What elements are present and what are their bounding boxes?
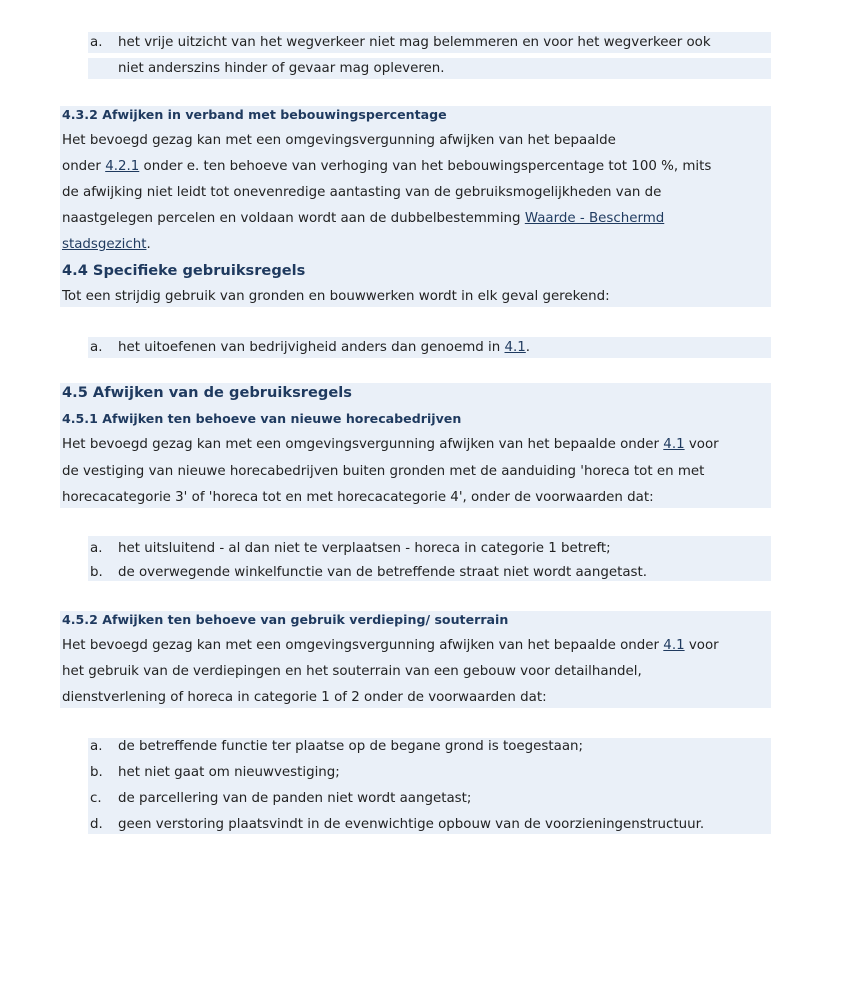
list-marker: d.: [90, 817, 103, 832]
paragraph-line: [62, 432, 719, 458]
list-item-text: de overwegende winkelfunctie van de betreffende straat niet wordt aangetast.: [118, 565, 648, 580]
link-4-2-1[interactable]: 4.2.1: [105, 159, 140, 174]
link-waarde-beschermd-stadsgezicht[interactable]: Waarde - Beschermd: [524, 211, 665, 226]
list-item: [88, 536, 771, 562]
list-item: [88, 337, 771, 358]
list-marker: a.: [90, 739, 103, 754]
paragraph-line: de afwijking niet leidt tot onevenredige aantasting van de gebruiksmogelijkheden van de: [62, 185, 662, 200]
paragraph-line: dienstverlening of horeca in categorie 1 of 2 onder de voorwaarden dat:: [62, 690, 547, 705]
paragraph-line: [62, 232, 151, 258]
section-heading-4-3-2: 4.3.2 Afwijken in verband met bebouwingspercentage: [62, 107, 447, 122]
list-item-text: het uitsluitend - al dan niet te verplaatsen - horeca in categorie 1 betreft;: [118, 541, 611, 556]
list-item-text: de parcellering van de panden niet wordt aangetast;: [118, 791, 472, 806]
text-span: voor: [684, 437, 719, 452]
text-span: naastgelegen percelen en voldaan wordt aan de dubbelbestemming: [62, 211, 525, 226]
list-marker: a.: [90, 35, 103, 50]
link-4-1[interactable]: 4.1: [663, 437, 685, 452]
list-item-text: [118, 337, 530, 358]
paragraph-line: horecacategorie 3' of 'horeca tot en met horecacategorie 4', onder de voorwaarden dat:: [62, 490, 654, 505]
link-4-1[interactable]: 4.1: [504, 340, 526, 355]
text-span: voor: [684, 638, 719, 653]
list-item: [88, 32, 771, 53]
text-span: Het bevoegd gezag kan met een omgevingsvergunning afwijken van het bepaalde onder: [62, 437, 664, 452]
list-item-text: de betreffende functie ter plaatse op de begane grond is toegestaan;: [118, 739, 584, 754]
text-span: Het bevoegd gezag kan met een omgevingsvergunning afwijken van het bepaalde onder: [62, 638, 664, 653]
list-marker: a.: [90, 541, 103, 556]
text-span: .: [525, 340, 531, 355]
list-item-text: het niet gaat om nieuwvestiging;: [118, 765, 340, 780]
list-marker: c.: [90, 791, 102, 806]
text-span: onder e. ten behoeve van verhoging van het bebouwingspercentage tot 100 %, mits: [139, 159, 712, 174]
list-item-text: geen verstoring plaatsvindt in de evenwichtige opbouw van de voorzieningenstructuur.: [118, 817, 705, 832]
list-item: [88, 734, 771, 760]
paragraph-line: het gebruik van de verdiepingen en het souterrain van een gebouw voor detailhandel,: [62, 664, 642, 679]
section-heading-4-5: 4.5 Afwijken van de gebruiksregels: [62, 384, 352, 401]
list-marker: b.: [90, 565, 103, 580]
section-heading-4-4: 4.4 Specifieke gebruiksregels: [62, 262, 306, 279]
list-item: [88, 760, 771, 786]
section-heading-4-5-2: 4.5.2 Afwijken ten behoeve van gebruik verdieping/ souterrain: [62, 612, 509, 627]
list-item: [88, 786, 771, 812]
list-marker: a.: [90, 340, 103, 355]
text-span: .: [146, 237, 151, 252]
link-waarde-beschermd-stadsgezicht-cont[interactable]: stadsgezicht: [62, 237, 147, 252]
link-4-1[interactable]: 4.1: [663, 638, 685, 653]
list-item-text: het vrije uitzicht van het wegverkeer niet mag belemmeren en voor het wegverkeer ook: [118, 35, 711, 50]
list-marker: b.: [90, 765, 103, 780]
paragraph-line: [62, 633, 719, 659]
text-span: onder: [62, 159, 106, 174]
list-item-text: niet anderszins hinder of gevaar mag opleveren.: [118, 61, 445, 76]
list-item-continuation: [88, 58, 771, 79]
list-item: [88, 812, 771, 838]
paragraph-line: de vestiging van nieuwe horecabedrijven buiten gronden met de aanduiding 'horeca tot en met: [62, 464, 705, 479]
section-heading-4-5-1: 4.5.1 Afwijken ten behoeve van nieuwe horecabedrijven: [62, 411, 462, 426]
paragraph-line: Het bevoegd gezag kan met een omgevingsvergunning afwijken van het bepaalde: [62, 133, 616, 148]
paragraph-line: [62, 206, 664, 232]
paragraph-line: Tot een strijdig gebruik van gronden en bouwwerken wordt in elk geval gerekend:: [62, 289, 610, 304]
list-item: [88, 560, 771, 581]
paragraph-line: [62, 154, 711, 180]
text-span: het uitoefenen van bedrijvigheid anders dan genoemd in: [118, 340, 505, 355]
